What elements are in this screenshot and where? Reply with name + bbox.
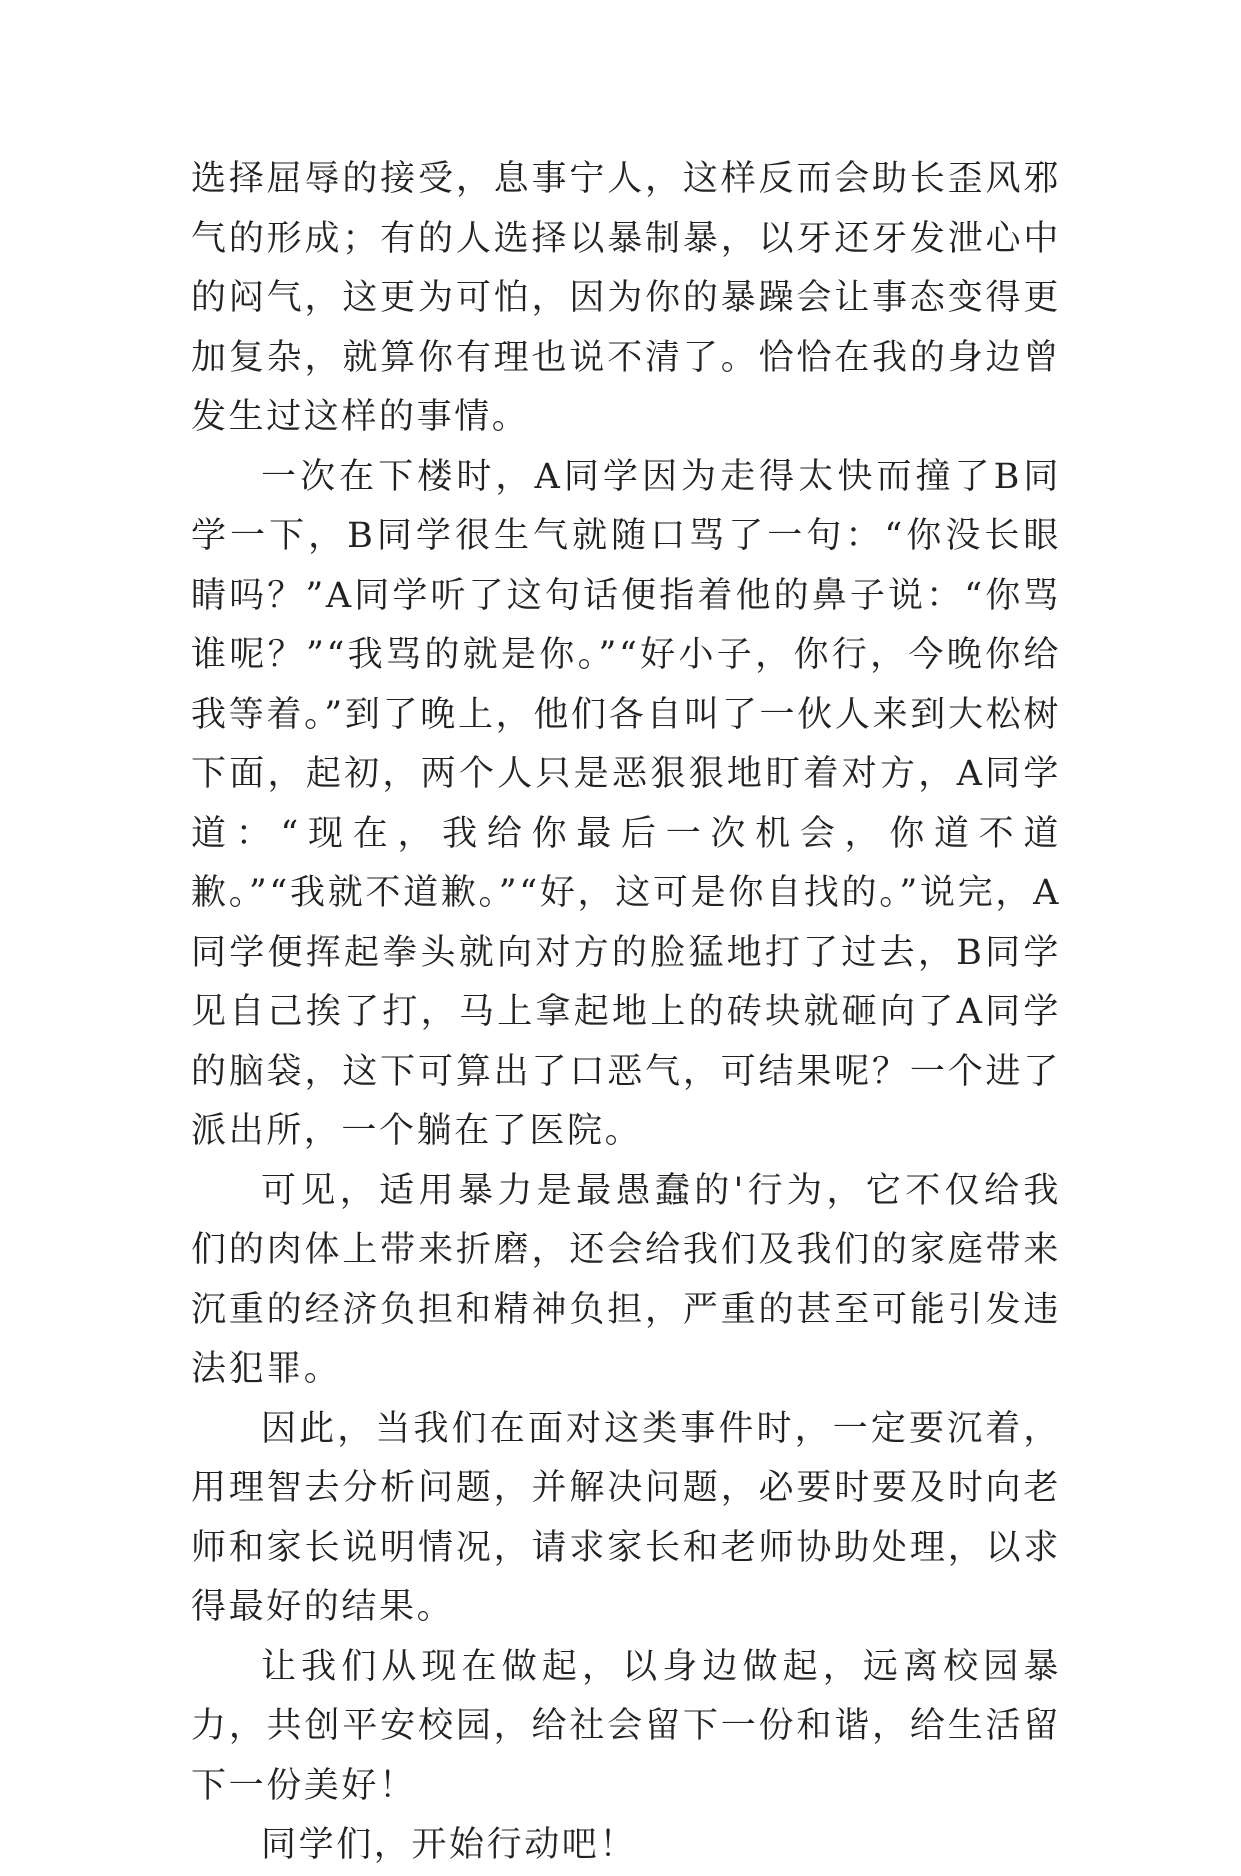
document-body bbox=[191, 150, 1061, 1876]
paragraph-3: 可见，适用暴力是最愚蠢的'行为，它不仅给我们的肉体上带来折磨，还会给我们及我们的家庭带来沉重的经济负担和精神负担，严重的甚至可能引发违法犯罪。 bbox=[191, 1170, 1061, 1389]
paragraph-1: 选择屈辱的接受，息事宁人，这样反而会助长歪风邪气的形成；有的人选择以暴制暴，以牙还牙发泄心中的闷气，这更为可怕，因为你的暴躁会让事态变得更加复杂，就算你有理也说不清了。恰恰在我的身边曾发生过这样的事情。 bbox=[191, 159, 1061, 437]
paragraph-5: 让我们从现在做起，以身边做起，远离校园暴力，共创平安校园，给社会留下一份和谐，给生活留下一份美好！ bbox=[191, 1646, 1061, 1806]
paragraph-2: 一次在下楼时，A同学因为走得太快而撞了B同学一下，B同学很生气就随口骂了一句：“你没长眼睛吗？”A同学听了这句话便指着他的鼻子说：“你骂谁呢？”“我骂的就是你。”“好小子，你行，今晚你给我等着。”到了晚上，他们各自叫了一伙人来到大松树下面，起初，两个人只是恶狠狠地盯着对方，A同学道：“现在，我给你最后一次机会，你道不道歉。”“我就不道歉。”“好，这可是你自找的。”说完，A同学便挥起拳头就向对方的脸猛地打了过去，B同学见自己挨了打，马上拿起地上的砖块就砸向了A同学的脑袋，这下可算出了口恶气，可结果呢？一个进了派出所，一个躺在了医院。 bbox=[191, 456, 1061, 1151]
paragraph-6: 同学们，开始行动吧！ bbox=[261, 1825, 638, 1865]
paragraph-4: 因此，当我们在面对这类事件时，一定要沉着，用理智去分析问题，并解决问题，必要时要及时向老师和家长说明情况，请求家长和老师协助处理，以求得最好的结果。 bbox=[191, 1408, 1061, 1627]
